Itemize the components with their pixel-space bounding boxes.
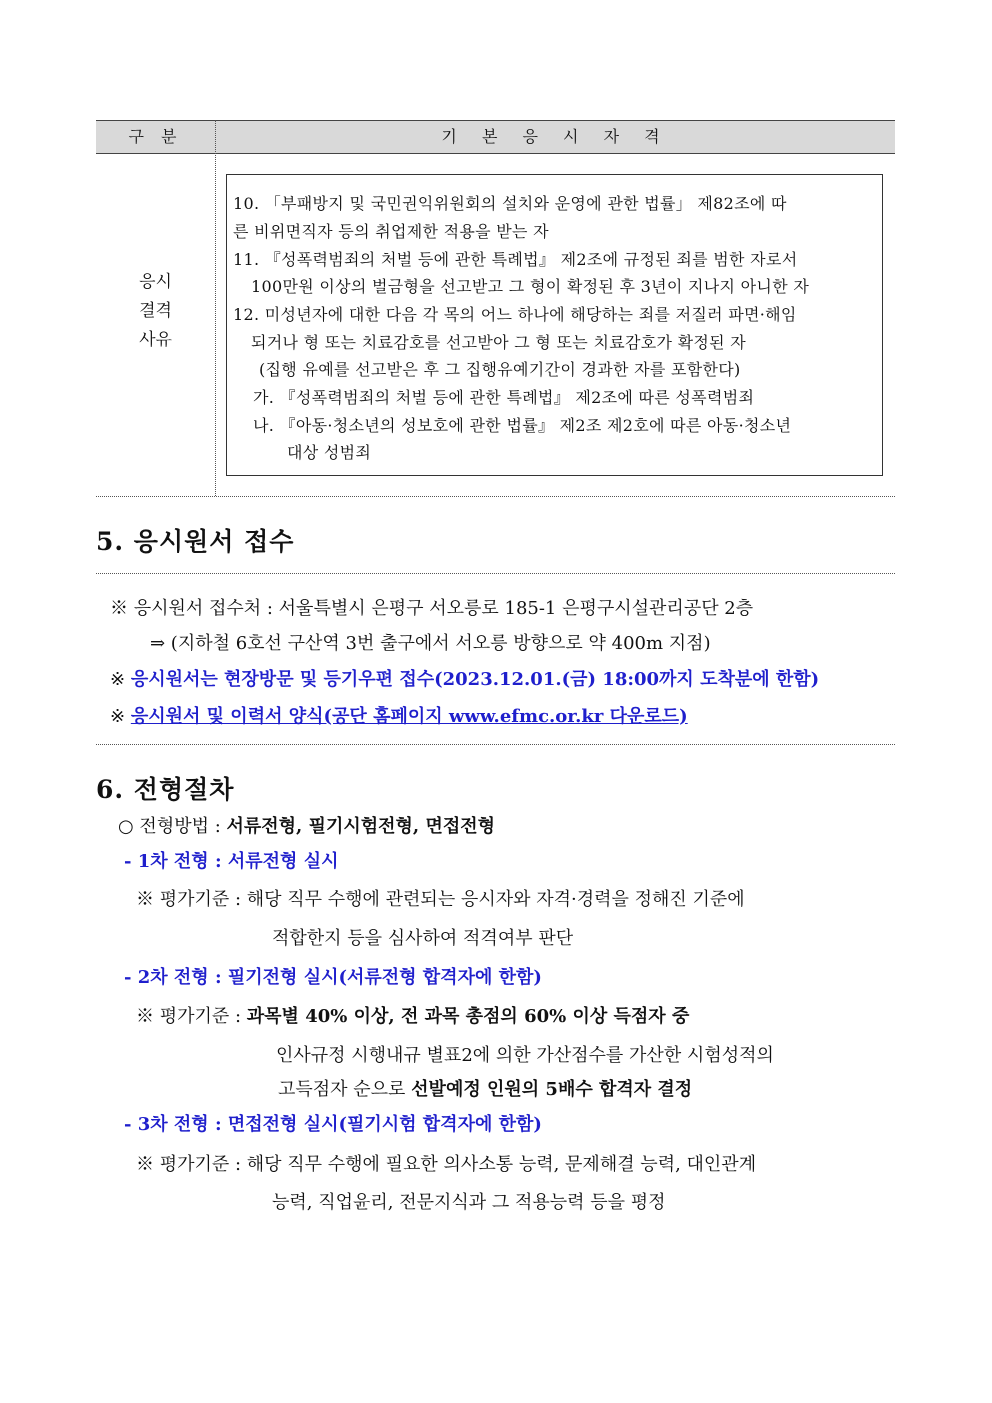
- download-link[interactable]: 응시원서 및 이력서 양식(공단 홈페이지 www.efmc.or.kr 다운로드): [130, 706, 688, 727]
- item-11-a: 11. 『성폭력범죄의 처벌 등에 관한 특례법』 제2조에 규정된 죄를 범한 자로서: [233, 250, 798, 269]
- application-location: ※ 응시원서 접수처 : 서울특별시 은평구 서오릉로 185-1 은평구시설관리공단 2층: [110, 598, 754, 619]
- stage1-criteria-cont: 적합한지 등을 심사하여 적격여부 판단: [272, 928, 574, 949]
- stage2-criteria: ※ 평가기준 : 과목별 40% 이상, 전 과목 총점의 60% 이상 득점자 중: [136, 1006, 690, 1027]
- application-form-link: ※ 응시원서 및 이력서 양식(공단 홈페이지 www.efmc.or.kr 다운로드): [110, 706, 688, 727]
- item-12-c: (집행 유예를 선고받은 후 그 집행유예기간이 경과한 자를 포함한다): [259, 360, 741, 379]
- item-12-b: 되거나 형 또는 치료감호를 선고받아 그 형 또는 치료감호가 확정된 자: [251, 333, 747, 352]
- header-category: 구 분: [128, 127, 183, 146]
- application-deadline: ※ 응시원서는 현장방문 및 등기우편 접수(2023.12.01.(금) 18:00까지 도착분에 한함): [110, 669, 820, 690]
- item-12-ga: 가. 『성폭력범죄의 처벌 등에 관한 특례법』 제2조에 따른 성폭력범죄: [253, 388, 755, 407]
- item-12-na: 나. 『아동·청소년의 성보호에 관한 법률』 제2조 제2호에 따른 아동·청소년: [253, 416, 792, 435]
- stage3-criteria: ※ 평가기준 : 해당 직무 수행에 필요한 의사소통 능력, 문제해결 능력, 대인관계: [136, 1154, 757, 1175]
- header-qualification: 기 본 응 시 자 격: [441, 127, 670, 146]
- table-bottom-rule: [96, 496, 895, 497]
- item-12-a: 12. 미성년자에 대한 다음 각 목의 어느 하나에 해당하는 죄를 저질러 파면·해임: [233, 305, 797, 324]
- column-divider: [215, 120, 217, 496]
- item-10-a: 10. 「부패방지 및 국민권익위원회의 설치와 운영에 관한 법률」 제82조에 따: [233, 194, 787, 213]
- stage2-criteria-cont: 인사규정 시행내규 별표2에 의한 가산점수를 가산한 시험성적의: [276, 1045, 774, 1066]
- stage1-criteria: ※ 평가기준 : 해당 직무 수행에 관련되는 응시자와 자격·경력을 정해진 기준에: [136, 889, 745, 910]
- stage3-title: - 3차 전형 : 면접전형 실시(필기시험 합격자에 한함): [124, 1114, 542, 1135]
- divider: [96, 744, 895, 745]
- divider: [96, 573, 895, 574]
- section5-title: 5. 응시원서 접수: [96, 527, 295, 556]
- item-12-na-cont: 대상 성범죄: [287, 443, 372, 462]
- stage3-criteria-cont: 능력, 직업윤리, 전문지식과 그 적용능력 등을 평정: [272, 1192, 666, 1213]
- item-11-b: 100만원 이상의 벌금형을 선고받고 그 형이 확정된 후 3년이 지나지 아니한 자: [251, 277, 810, 296]
- selection-method: ○ 전형방법 : 서류전형, 필기시험전형, 면접전형: [118, 816, 495, 837]
- section6-title: 6. 전형절차: [96, 775, 235, 804]
- row-label: 응시 결격 사유: [139, 272, 172, 350]
- application-directions: ⇒ (지하철 6호선 구산역 3번 출구에서 서오릉 방향으로 약 400m 지점): [150, 633, 711, 654]
- stage2-title: - 2차 전형 : 필기전형 실시(서류전형 합격자에 한함): [124, 967, 542, 988]
- disqualification-box: [226, 174, 883, 476]
- item-10-b: 른 비위면직자 등의 취업제한 적용을 받는 자: [233, 222, 549, 241]
- stage1-title: - 1차 전형 : 서류전형 실시: [124, 851, 339, 872]
- stage2-criteria-end: 고득점자 순으로 선발예정 인원의 5배수 합격자 결정: [278, 1079, 693, 1100]
